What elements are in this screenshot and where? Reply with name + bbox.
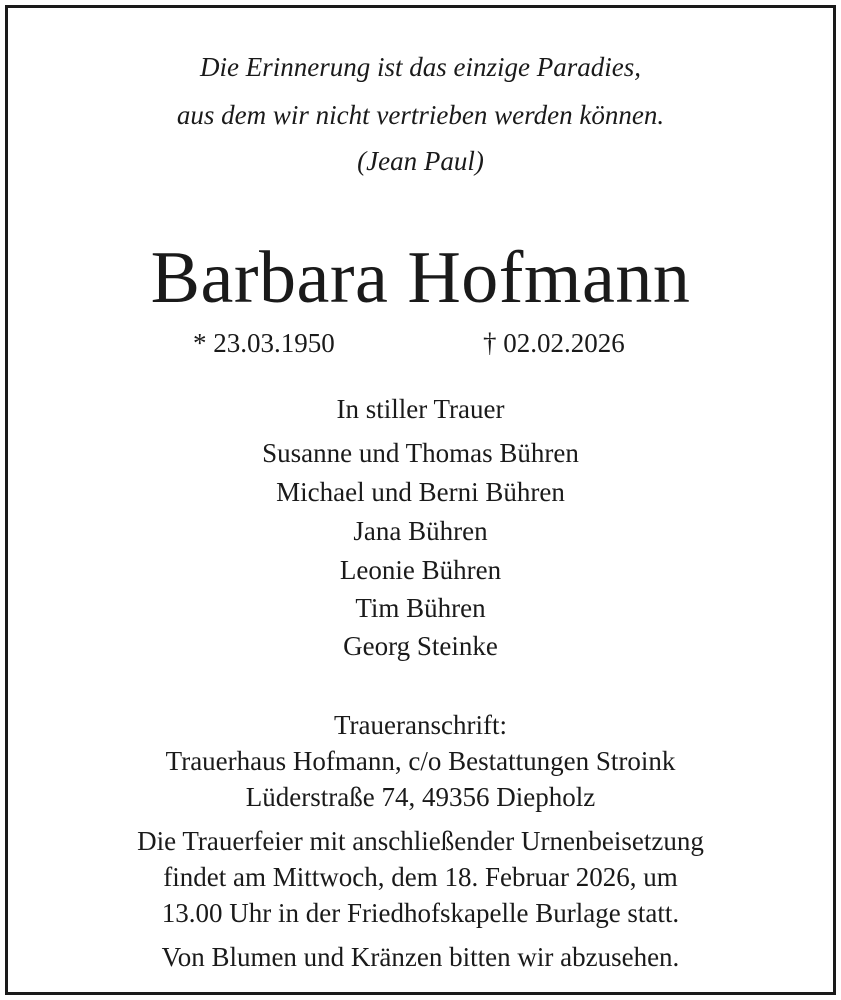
mourner-name: Susanne und Thomas Bühren xyxy=(262,438,579,468)
mourner-name: Tim Bühren xyxy=(355,593,486,623)
quote-line-1: Die Erinnerung ist das einzige Paradies, xyxy=(200,52,641,82)
mourner-name: Leonie Bühren xyxy=(339,555,502,585)
quote-author: (Jean Paul) xyxy=(357,146,484,176)
address-label: Traueranschrift: xyxy=(334,710,507,740)
obituary-frame xyxy=(5,5,836,995)
mourner-name: Jana Bühren xyxy=(353,516,488,546)
mourner-name: Georg Steinke xyxy=(343,631,498,661)
ceremony-line-1: Die Trauerfeier mit anschließender Urnenbeisetzung xyxy=(137,826,704,856)
birth-date: * 23.03.1950 xyxy=(193,328,335,358)
address-line-1: Trauerhaus Hofmann, c/o Bestattungen Stroink xyxy=(165,746,676,776)
mourner-name: Michael und Berni Bühren xyxy=(276,477,565,507)
quote-line-2: aus dem wir nicht vertrieben werden können. xyxy=(176,100,665,130)
mourning-intro: In stiller Trauer xyxy=(336,394,505,424)
deceased-name: Barbara Hofmann xyxy=(150,237,691,319)
closing-note: Von Blumen und Kränzen bitten wir abzusehen. xyxy=(161,942,680,972)
address-line-2: Lüderstraße 74, 49356 Diepholz xyxy=(245,782,596,812)
death-date: † 02.02.2026 xyxy=(483,328,625,358)
ceremony-line-2: findet am Mittwoch, dem 18. Februar 2026, um xyxy=(163,862,678,892)
ceremony-line-3: 13.00 Uhr in der Friedhofskapelle Burlage statt. xyxy=(161,898,680,928)
